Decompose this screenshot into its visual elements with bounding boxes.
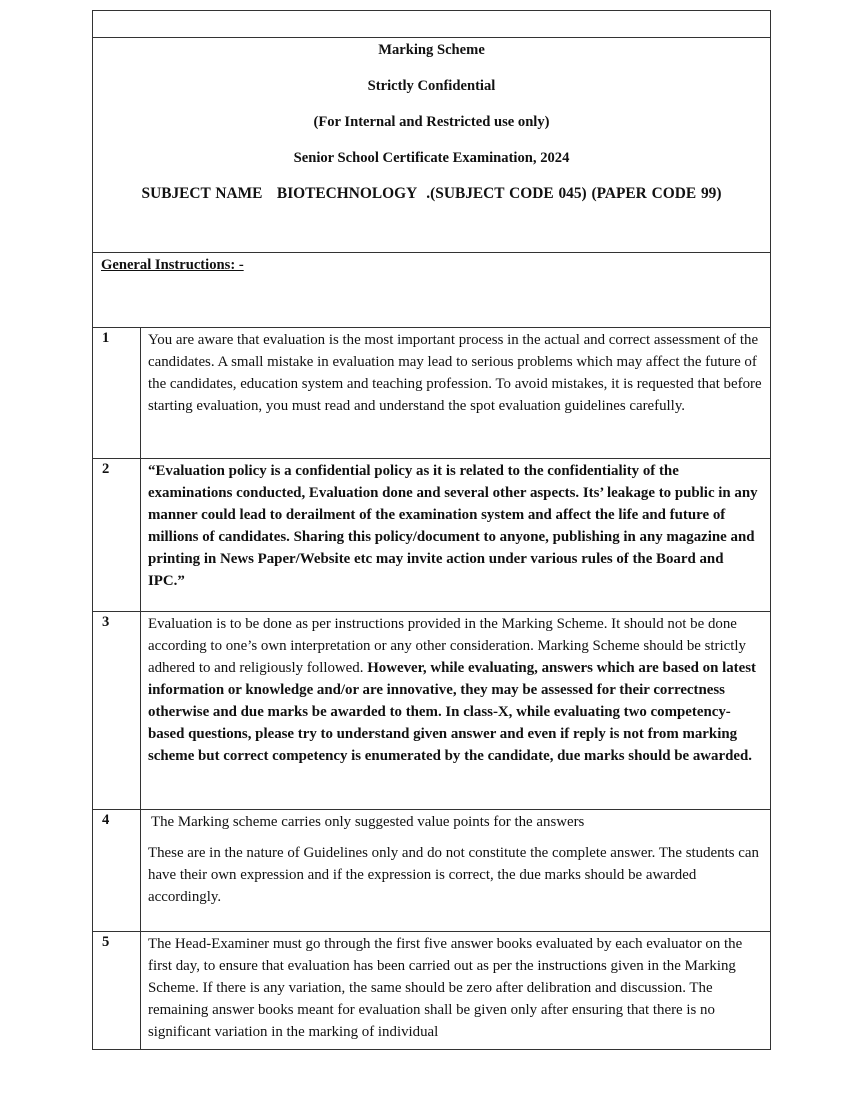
- restriction-label: (For Internal and Restricted use only): [313, 114, 550, 130]
- marking-scheme-table: [92, 10, 771, 1050]
- instruction-row-2: [93, 459, 771, 612]
- instruction-text: [141, 328, 771, 459]
- instruction-text: [141, 932, 771, 1050]
- general-instructions-row: [93, 253, 771, 328]
- instruction-number: 1: [93, 328, 141, 459]
- instruction-text: [141, 810, 771, 932]
- general-instructions-cell: [93, 253, 771, 328]
- instruction-3-text-bold: However, while evaluating, answers which are based on latest information or knowledge and/or are innovative, they may be assessed for their correctness otherwise and due marks be awarded to them. In class-X, while evaluating two competency-based questions, please try to understand given answer and even if reply is not from marking scheme but correct competency is enumerated by the candidate, due marks should be awarded.: [148, 660, 756, 764]
- document-page: [92, 10, 770, 1050]
- instruction-row-1: [93, 328, 771, 459]
- general-instructions-title: General Instructions: -: [101, 257, 244, 273]
- instruction-row-3: [93, 612, 771, 810]
- instruction-4-text: These are in the nature of Guidelines only and do not constitute the complete answer. The students can have their own expression and if the expression is correct, the due marks should be awarded accordingly.: [148, 845, 759, 905]
- instruction-row-5: [93, 932, 771, 1050]
- instruction-number: 2: [93, 459, 141, 612]
- header-row: [93, 38, 771, 253]
- instruction-5-text: The Head-Examiner must go through the first five answer books evaluated by each evaluator on the first day, to ensure that evaluation has been carried out as per the instructions given in the Marking Scheme. If there is any variation, the same should be zero after delibration and discussion. The remaining answer books meant for evaluation shall be given only after ensuring that there is no significant variation in the marking of individual: [148, 936, 743, 1040]
- instruction-4-lead: The Marking scheme carries only suggested value points for the answers: [151, 814, 585, 830]
- instruction-number: 5: [93, 932, 141, 1050]
- instruction-2-text: “Evaluation policy is a confidential policy as it is related to the confidentiality of the examinations conducted, Evaluation done and several other aspects. Its’ leakage to public in any manner could lead to derailment of the examination system and affect the life and future of millions of candidates. Sharing this policy/document to anyone, publishing in any magazine and printing in News Paper/Website etc may invite action under various rules of the Board and IPC.”: [148, 463, 758, 589]
- instruction-number: 3: [93, 612, 141, 810]
- header-block: [93, 38, 771, 253]
- instruction-number: 4: [93, 810, 141, 932]
- instruction-row-4: [93, 810, 771, 932]
- exam-name: Senior School Certificate Examination, 2024: [293, 150, 570, 166]
- instruction-3-text-normal: Evaluation is to be done as per instructions provided in the Marking Scheme. It should not be done according to one’s own interpretation or any other consideration. Marking Scheme should be strictly adhered to and religiously followed.: [148, 616, 746, 676]
- instruction-text: [141, 459, 771, 612]
- instruction-1-text: You are aware that evaluation is the most important process in the actual and correct assessment of the candidates. A small mistake in evaluation may lead to serious problems which may affect the future of the candidates, education system and teaching profession. To avoid mistakes, it is requested that before starting evaluation, you must read and understand the spot evaluation guidelines carefully.: [148, 332, 762, 414]
- confidential-label: Strictly Confidential: [367, 78, 496, 94]
- subject-line: SUBJECT NAME BIOTECHNOLOGY .(SUBJECT CODE 045) (PAPER CODE 99): [141, 185, 722, 202]
- empty-top-row: [93, 11, 771, 38]
- document-title: Marking Scheme: [378, 42, 485, 58]
- instruction-text: [141, 612, 771, 810]
